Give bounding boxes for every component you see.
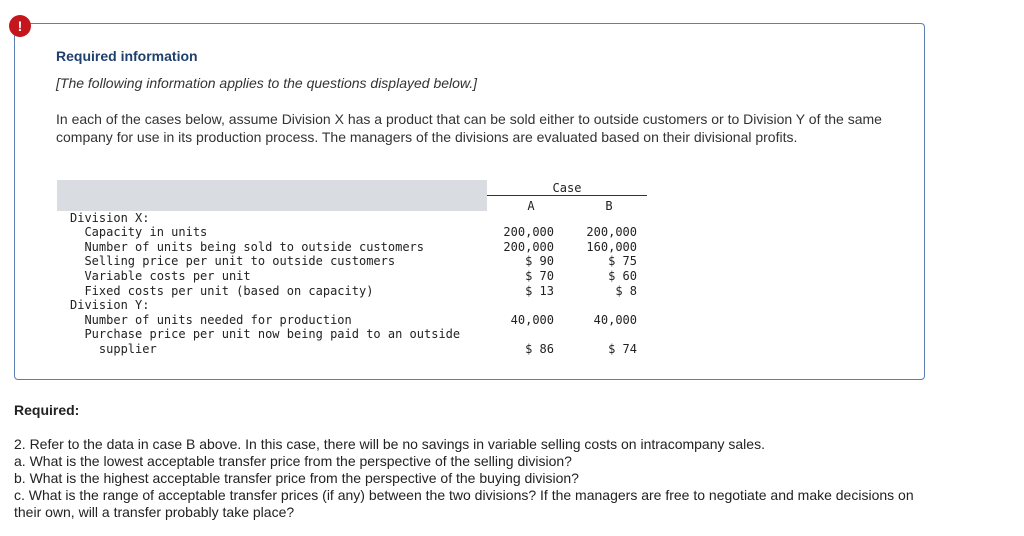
value-b: 40,000 [593, 313, 637, 327]
value-a: $ 13 [525, 284, 554, 298]
intro-paragraph: In each of the cases below, assume Division X has a product that can be sold either to outside customers or to Division Y of the same company for use in its production process. The managers of the divisions are evaluated based on their divisional profits. [56, 111, 882, 145]
value-a: $ 70 [525, 269, 554, 283]
value-b: 160,000 [586, 240, 637, 254]
value-a: $ 86 [525, 342, 554, 356]
info-note: [The following information applies to the questions displayed below.] [56, 75, 478, 91]
row-label: Purchase price per unit now being paid to an outside [70, 327, 461, 341]
value-a: 40,000 [510, 313, 554, 327]
value-a: 200,000 [503, 225, 554, 239]
value-b: $ 75 [608, 254, 637, 268]
row-label: Number of units being sold to outside customers [70, 240, 425, 254]
question-2b: b. What is the highest acceptable transfer price from the perspective of the buying division? [14, 470, 579, 486]
row-label: Selling price per unit to outside customers [70, 254, 396, 268]
value-b: $ 8 [615, 284, 637, 298]
question-2: 2. Refer to the data in case B above. In this case, there will be no savings in variable selling costs on intracompany sales. [14, 436, 765, 452]
case-data-table [57, 180, 647, 360]
row-label: Division X: [70, 211, 150, 225]
question-2c: c. What is the range of acceptable transfer prices (if any) between the two divisions? If the managers are free to negotiate and make decisions on their own, will a transfer probably take place? [14, 487, 914, 520]
row-label: Fixed costs per unit (based on capacity) [70, 284, 374, 298]
required-information-title: Required information [56, 48, 198, 64]
required-title: Required: [14, 402, 80, 418]
row-label: Division Y: [70, 298, 150, 312]
column-header-a: A [527, 199, 535, 213]
row-label: Capacity in units [70, 225, 208, 239]
value-a: 200,000 [503, 240, 554, 254]
row-label: supplier [70, 342, 157, 356]
case-header-rule [487, 195, 647, 196]
question-2a: a. What is the lowest acceptable transfer price from the perspective of the selling division? [14, 453, 572, 469]
row-label: Variable costs per unit [70, 269, 251, 283]
case-header: Case [552, 181, 582, 195]
value-b: $ 60 [608, 269, 637, 283]
column-header-b: B [605, 199, 613, 213]
alert-icon: ! [9, 15, 31, 37]
row-label: Number of units needed for production [70, 313, 352, 327]
value-b: 200,000 [586, 225, 637, 239]
value-a: $ 90 [525, 254, 554, 268]
value-b: $ 74 [608, 342, 637, 356]
